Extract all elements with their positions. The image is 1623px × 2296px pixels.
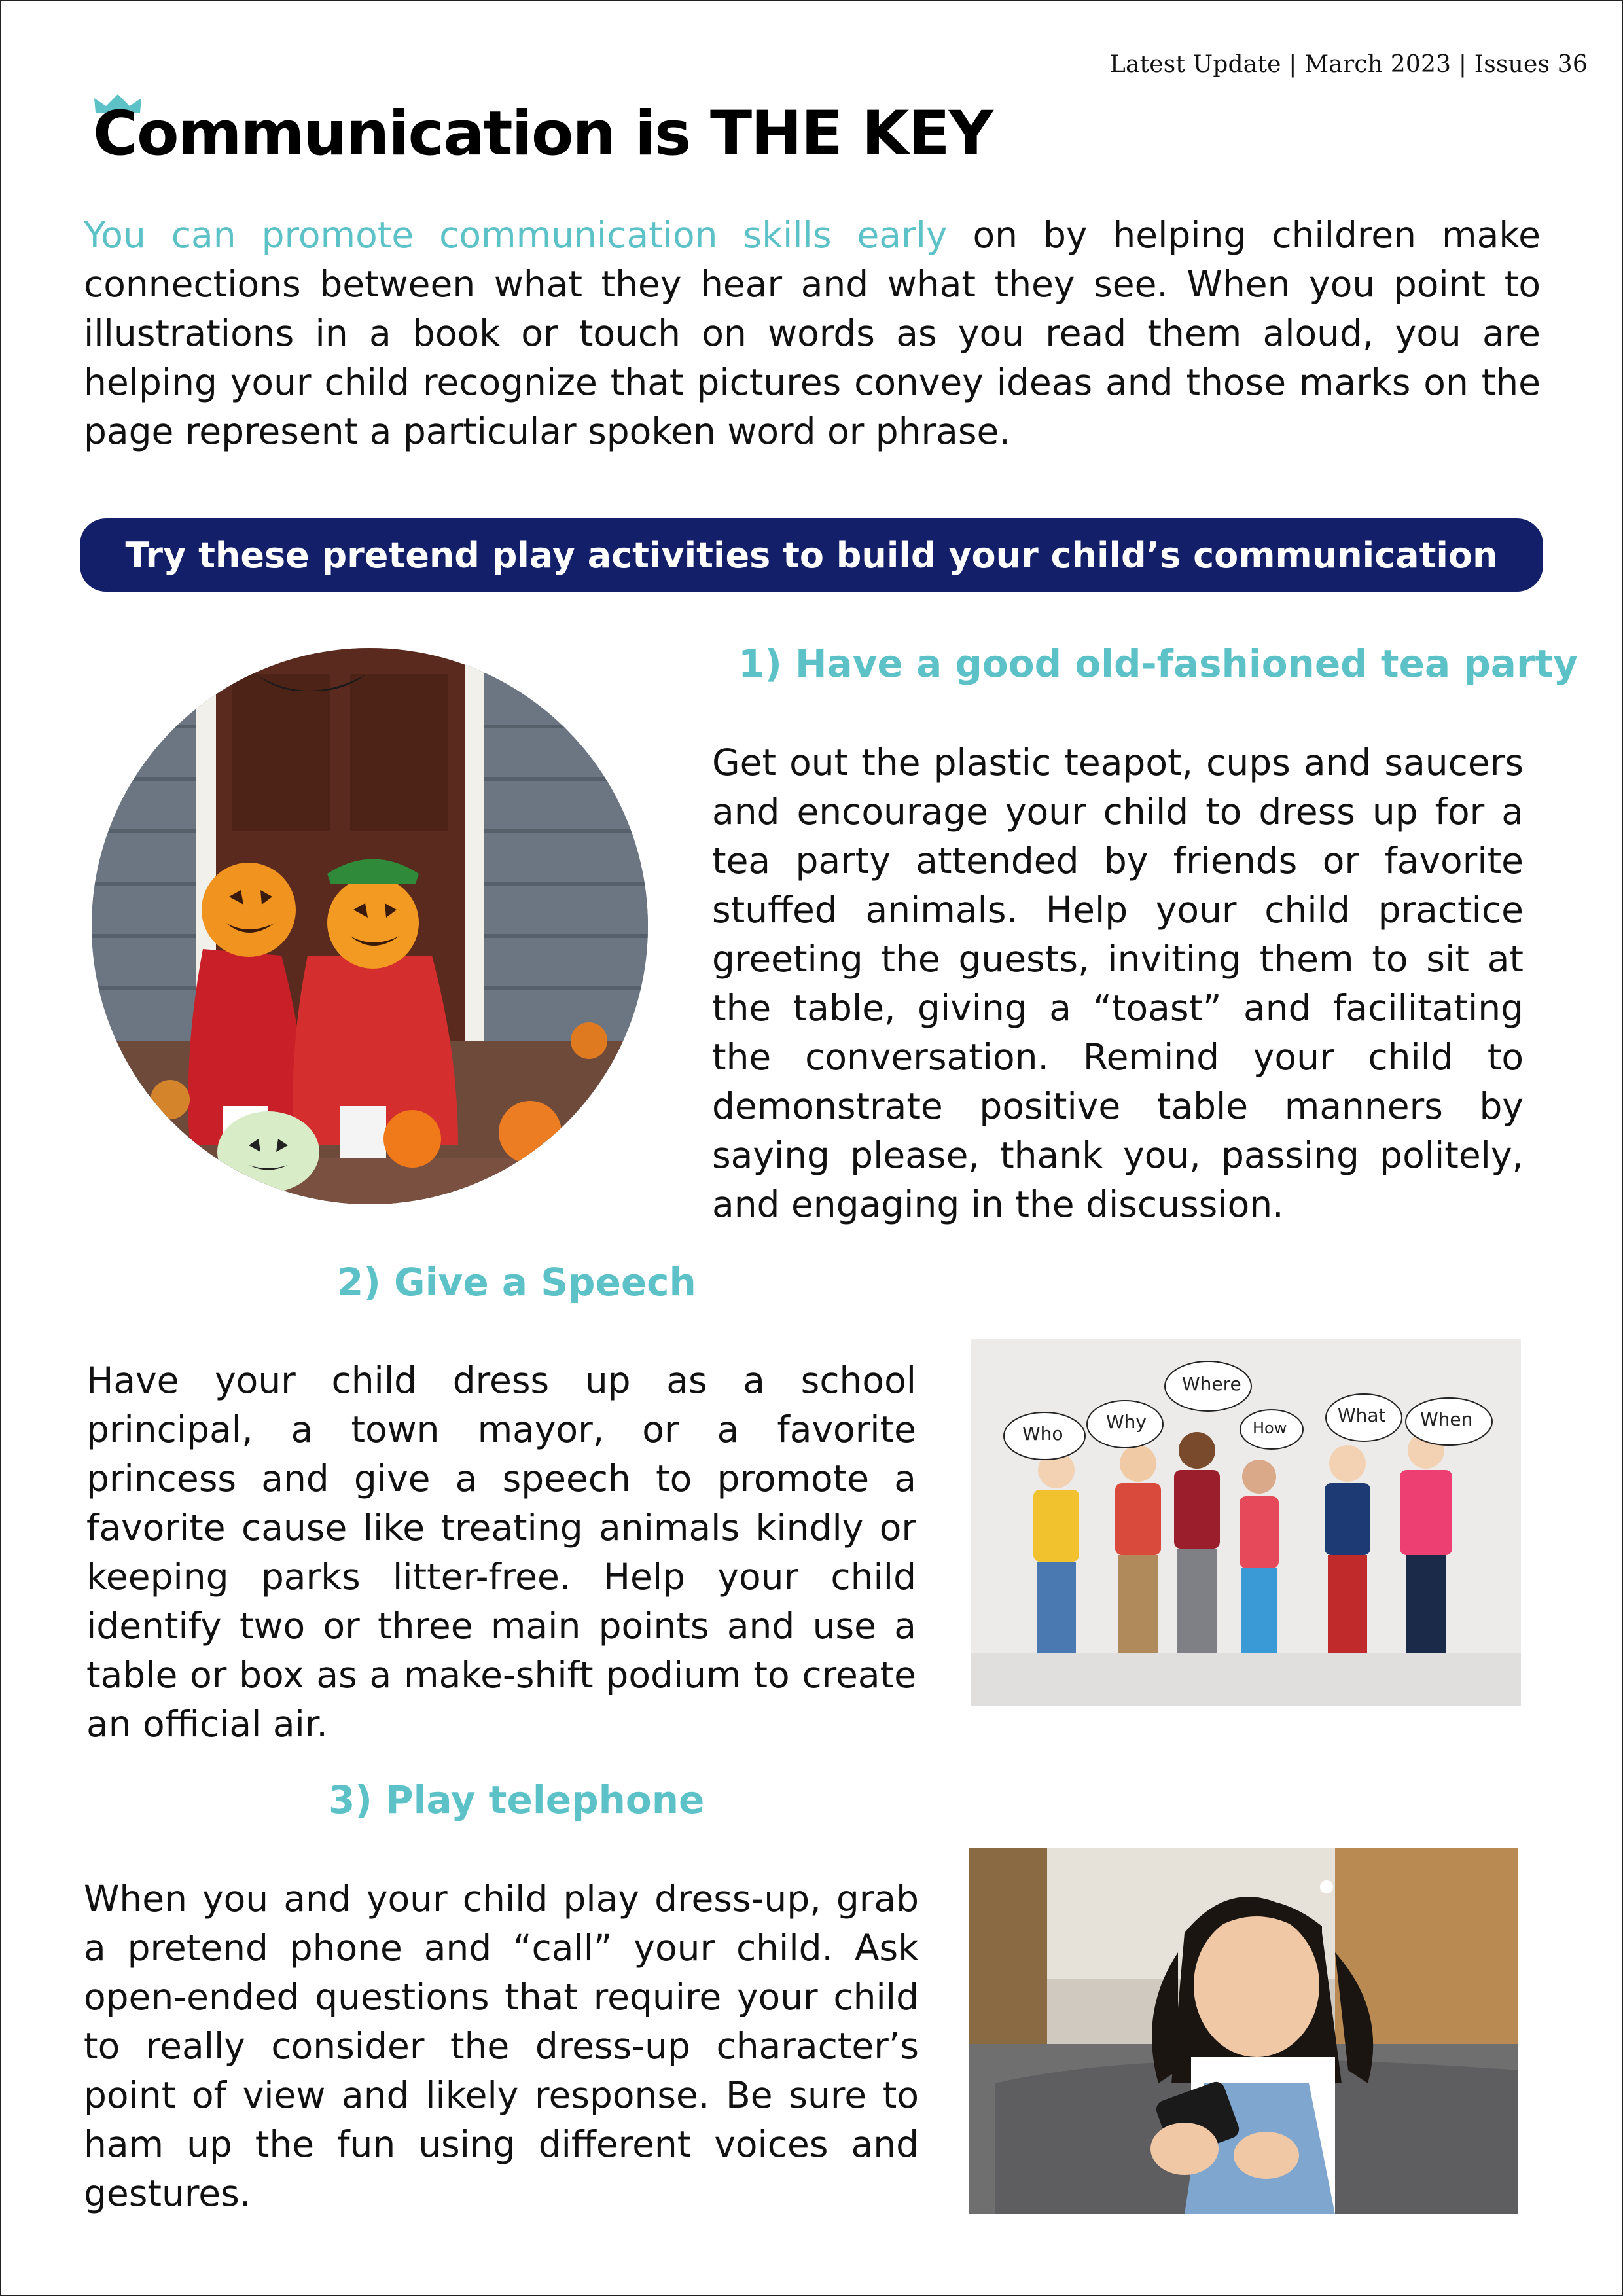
bubble-where: Where — [1182, 1373, 1241, 1395]
activity-1-title: 1) Have a good old-fashioned tea party — [738, 641, 1578, 686]
activity-3-title: 3) Play telephone — [329, 1778, 705, 1822]
bubble-how: How — [1253, 1419, 1287, 1437]
banner-text: Try these pretend play activities to build your child’s communication — [125, 534, 1498, 576]
activity-1-body: Get out the plastic teapot, cups and saucers and encourage your child to dress up for a tea party attended by friends or favorite stuffed animals. Help your child practice greeting the guests, inviting them to sit at the table, giving a “toast” and facilitating the conversation. Remind your child to demonstrate positive table manners by saying please, thank you, passing politely, and engaging in the discussion. — [712, 742, 1524, 1225]
intro-highlight: You can promote communication skills early — [84, 214, 948, 256]
bubble-why: Why — [1106, 1411, 1147, 1433]
bubble-who: Who — [1022, 1423, 1063, 1444]
intro-text: on by helping children make connections between what they hear and what they see. When you point to illustrations in a book or touch on words as you read them aloud, you are helping your child recognize that pictures convey ideas and those marks on the page represent a particular spoken word or phrase. — [84, 214, 1541, 452]
activities-banner — [80, 518, 1543, 592]
issue-info: Latest Update | March 2023 | Issues 36 — [1109, 51, 1588, 78]
halloween-kids-photo — [92, 648, 648, 1204]
bubble-when: When — [1420, 1408, 1473, 1430]
page-title: Communication is THE KEY — [93, 98, 992, 170]
bubble-what: What — [1338, 1405, 1386, 1426]
activity-2-body: Have your child dress up as a school principal, a town mayor, or a favorite princess and give a speech to promote a favorite cause like treating animals kindly or keeping parks litter-free. Help your child identify two or three main points and use a table or box as a make-shift podium to create an official air. — [86, 1359, 916, 1745]
activity-2-title: 2) Give a Speech — [337, 1260, 696, 1304]
intro-paragraph — [84, 211, 1541, 456]
girl-with-phone-photo — [969, 1848, 1518, 2214]
speech-bubble-labels — [971, 1339, 1521, 1706]
activity-3-body: When you and your child play dress-up, grab a pretend phone and “call” your child. Ask open-ended questions that require your child to really consider the dress-up character’s point of view and likely response. Be sure to ham up the fun using different voices and gestures. — [84, 1878, 919, 2214]
